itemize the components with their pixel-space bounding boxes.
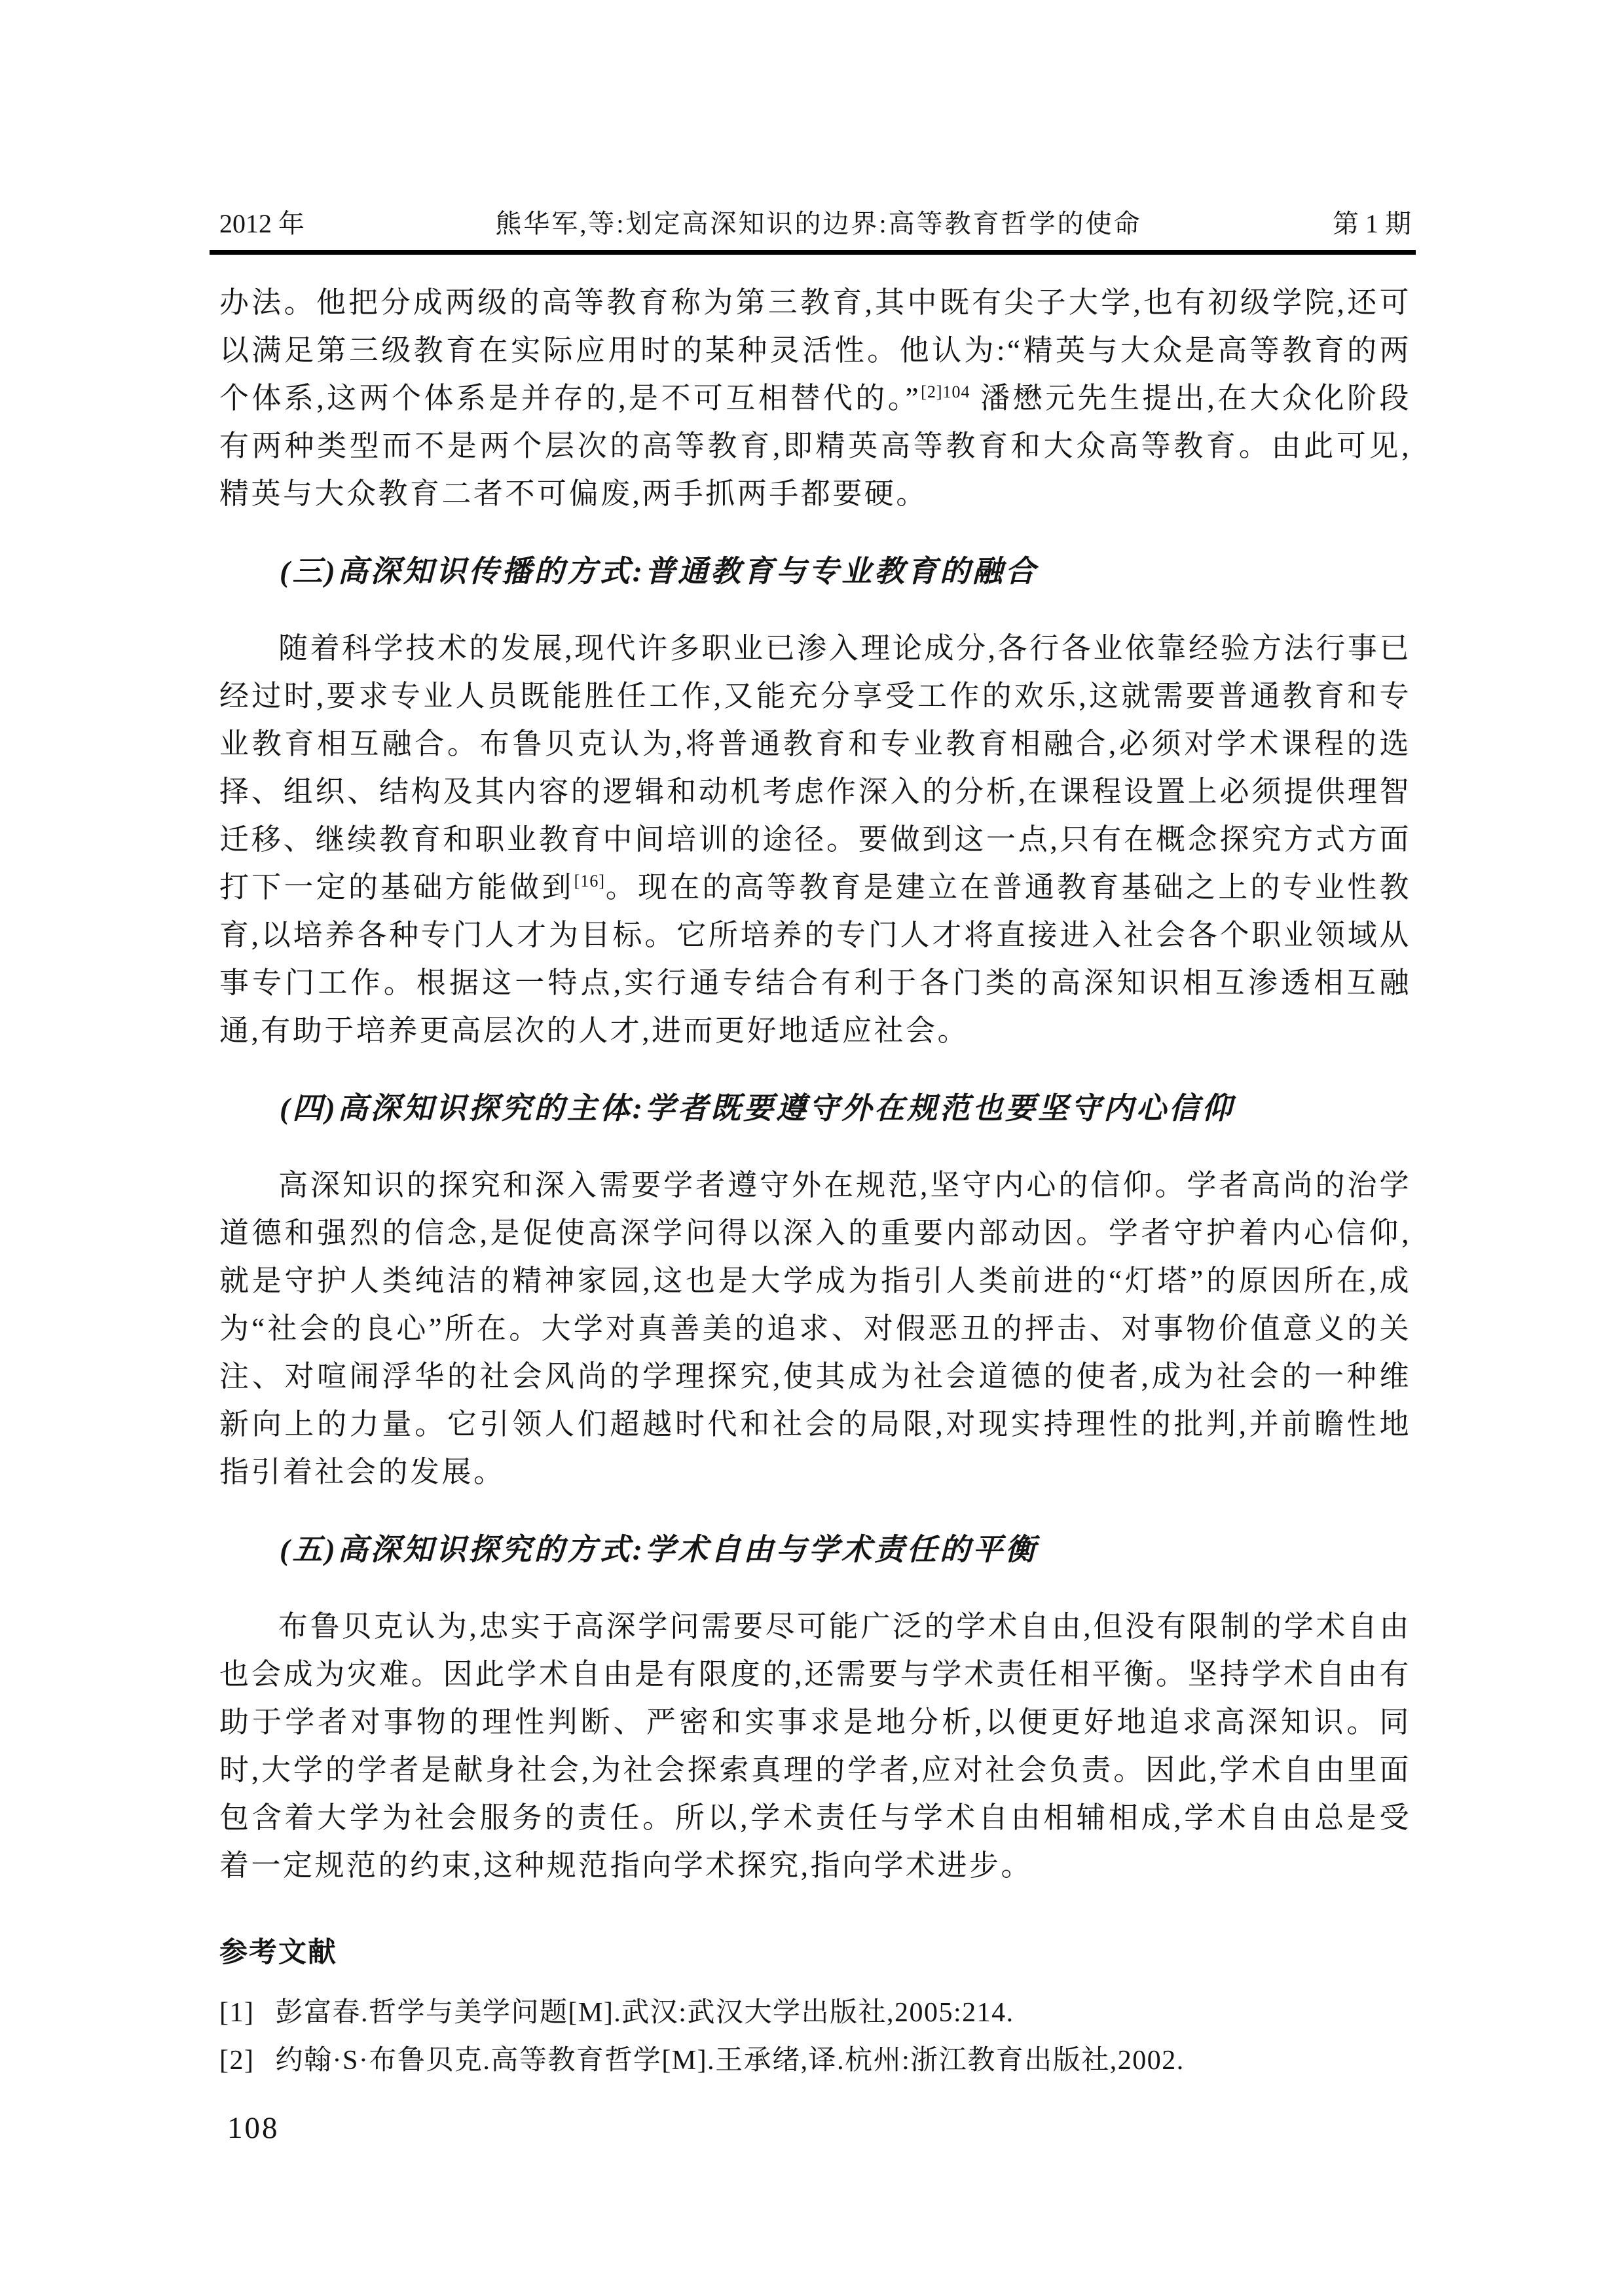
reference-item <box>219 1989 1411 2037</box>
article-body <box>219 279 1411 2146</box>
reference-label: [2] <box>219 2046 255 2076</box>
paragraph: 办法。他把分成两级的高等教育称为第三教育,其中既有尖子大学,也有初级学院,还可以满足第三级教育在实际应用时的某种灵活性。他认为:“精英与大众是高等教育的两个体系,这两个体系是并存的,是不可互相替代的。”$^{[2]104}$ 潘懋元先生提出,在大众化阶段有两种类型而不是两个层次的高等教育,即精英高等教育和大众高等教育。由此可见,精英与大众教育二者不可偏废,两手抓两手都要硬。 <box>219 286 1411 510</box>
section-heading-4: (四)高深知识探究的主体:学者既要遵守外在规范也要坚守内心信仰 <box>280 1092 1234 1125</box>
header-year: 2012 年 <box>219 209 304 238</box>
reference-text: 彭富春.哲学与美学问题[M].武汉:武汉大学出版社,2005:214. <box>275 1998 1014 2028</box>
header-divider <box>210 250 1416 255</box>
section-heading-5: (五)高深知识探究的方式:学术自由与学术责任的平衡 <box>280 1533 1038 1566</box>
reference-item <box>219 2037 1411 2085</box>
references-section <box>219 1933 1411 2085</box>
header-issue: 第 1 期 <box>1332 209 1411 238</box>
reference-label: [1] <box>219 1998 255 2028</box>
reference-text: 约翰·S·布鲁贝克.高等教育哲学[M].王承绪,译.杭州:浙江教育出版社,2002. <box>275 2046 1185 2076</box>
paragraph: 高深知识的探究和深入需要学者遵守外在规范,坚守内心的信仰。学者高尚的治学道德和强烈的信念,是促使高深学问得以深入的重要内部动因。学者守护着内心信仰,就是守护人类纯洁的精神家园,这也是大学成为指引人类前进的“灯塔”的原因所在,成为“社会的良心”所在。大学对真善美的追求、对假恶丑的抨击、对事物价值意义的关注、对喧闹浮华的社会风尚的学理探究,使其成为社会道德的使者,成为社会的一种维新向上的力量。它引领人们超越时代和社会的局限,对现实持理性的批判,并前瞻性地指引着社会的发展。 <box>219 1169 1411 1488</box>
header-running-title: 熊华军,等:划定高深知识的边界:高等教育哲学的使命 <box>495 209 1142 238</box>
citation-superscript: [2]104 <box>921 382 970 401</box>
citation-superscript: [16] <box>574 872 605 890</box>
paragraph: 随着科学技术的发展,现代许多职业已渗入理论成分,各行各业依靠经验方法行事已经过时,要求专业人员既能胜任工作,又能充分享受工作的欢乐,这就需要普通教育和专业教育相互融合。布鲁贝克认为,将普通教育和专业教育相融合,必须对学术课程的选择、组织、结构及其内容的逻辑和动机考虑作深入的分析,在课程设置上必须提供理智迁移、继续教育和职业教育中间培训的途径。要做到这一点,只有在概念探究方式方面打下一定的基础方能做到[16]。现在的高等教育是建立在普通教育基础之上的专业性教育,以培养各种专门人才为目标。它所培养的专门人才将直接进入社会各个职业领域从事专门工作。根据这一特点,实行通专结合有利于各门类的高深知识相互渗透相互融通,有助于培养更高层次的人才,进而更好地适应社会。 <box>219 632 1411 1047</box>
references-title: 参考文献 <box>219 1937 337 1968</box>
page-header <box>219 208 1411 240</box>
section-heading-3: (三)高深知识传播的方式:普通教育与专业教育的融合 <box>280 555 1038 588</box>
page-number: 108 <box>227 2111 280 2145</box>
paragraph: 布鲁贝克认为,忠实于高深学问需要尽可能广泛的学术自由,但没有限制的学术自由也会成为灾难。因此学术自由是有限度的,还需要与学术责任相平衡。坚持学术自由有助于学者对事物的理性判断、严密和实事求是地分析,以便更好地追求高深知识。同时,大学的学者是献身社会,为社会探索真理的学者,应对社会负责。因此,学术自由里面包含着大学为社会服务的责任。所以,学术责任与学术自由相辅相成,学术自由总是受着一定规范的约束,这种规范指向学术探究,指向学术进步。 <box>219 1610 1411 1882</box>
